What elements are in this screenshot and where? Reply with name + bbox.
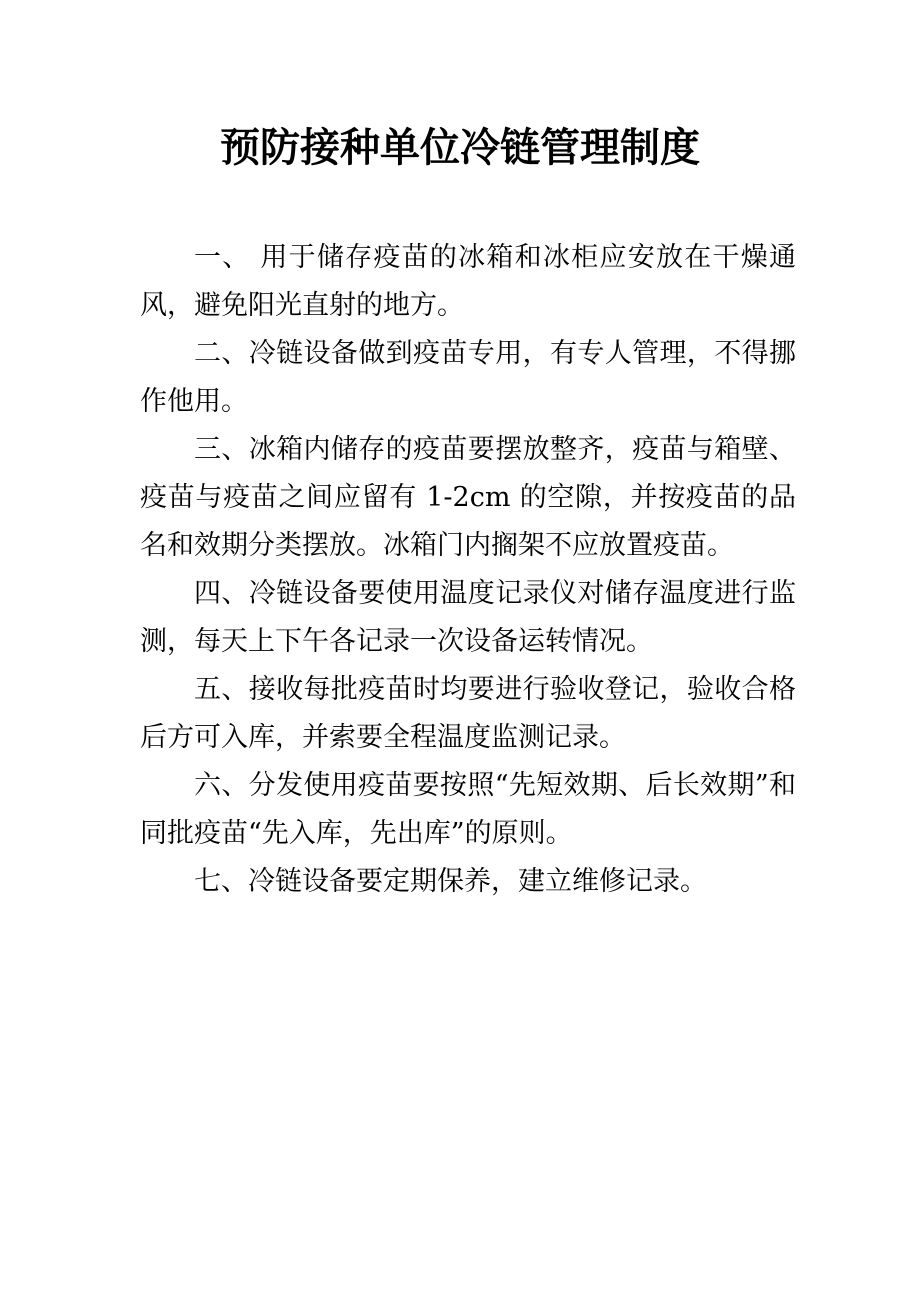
paragraph-7: 七、冷链设备要定期保养，建立维修记录。 [194, 866, 707, 897]
paragraph-6: 六、分发使用疫苗要按照“先短效期、后长效期”和同批疫苗“先入库，先出库”的原则。 [140, 770, 796, 849]
document-title: 预防接种单位冷链管理制度 [220, 124, 700, 171]
paragraph-2: 二、冷链设备做到疫苗专用，有专人管理，不得挪作他用。 [140, 338, 796, 417]
paragraph-3: 三、冰箱内储存的疫苗要摆放整齐，疫苗与箱壁、疫苗与疫苗之间应留有 1-2cm 的空隙，并按疫苗的品名和效期分类摆放。冰箱门内搁架不应放置疫苗。 [140, 434, 796, 561]
paragraph-4: 四、冷链设备要使用温度记录仪对储存温度进行监测，每天上下午各记录一次设备运转情况。 [140, 578, 796, 657]
document-body [140, 234, 796, 906]
paragraph-1: 一、 用于储存疫苗的冰箱和冰柜应安放在干燥通风，避免阳光直射的地方。 [140, 242, 796, 321]
paragraph-5: 五、接收每批疫苗时均要进行验收登记，验收合格后方可入库，并索要全程温度监测记录。 [140, 674, 796, 753]
